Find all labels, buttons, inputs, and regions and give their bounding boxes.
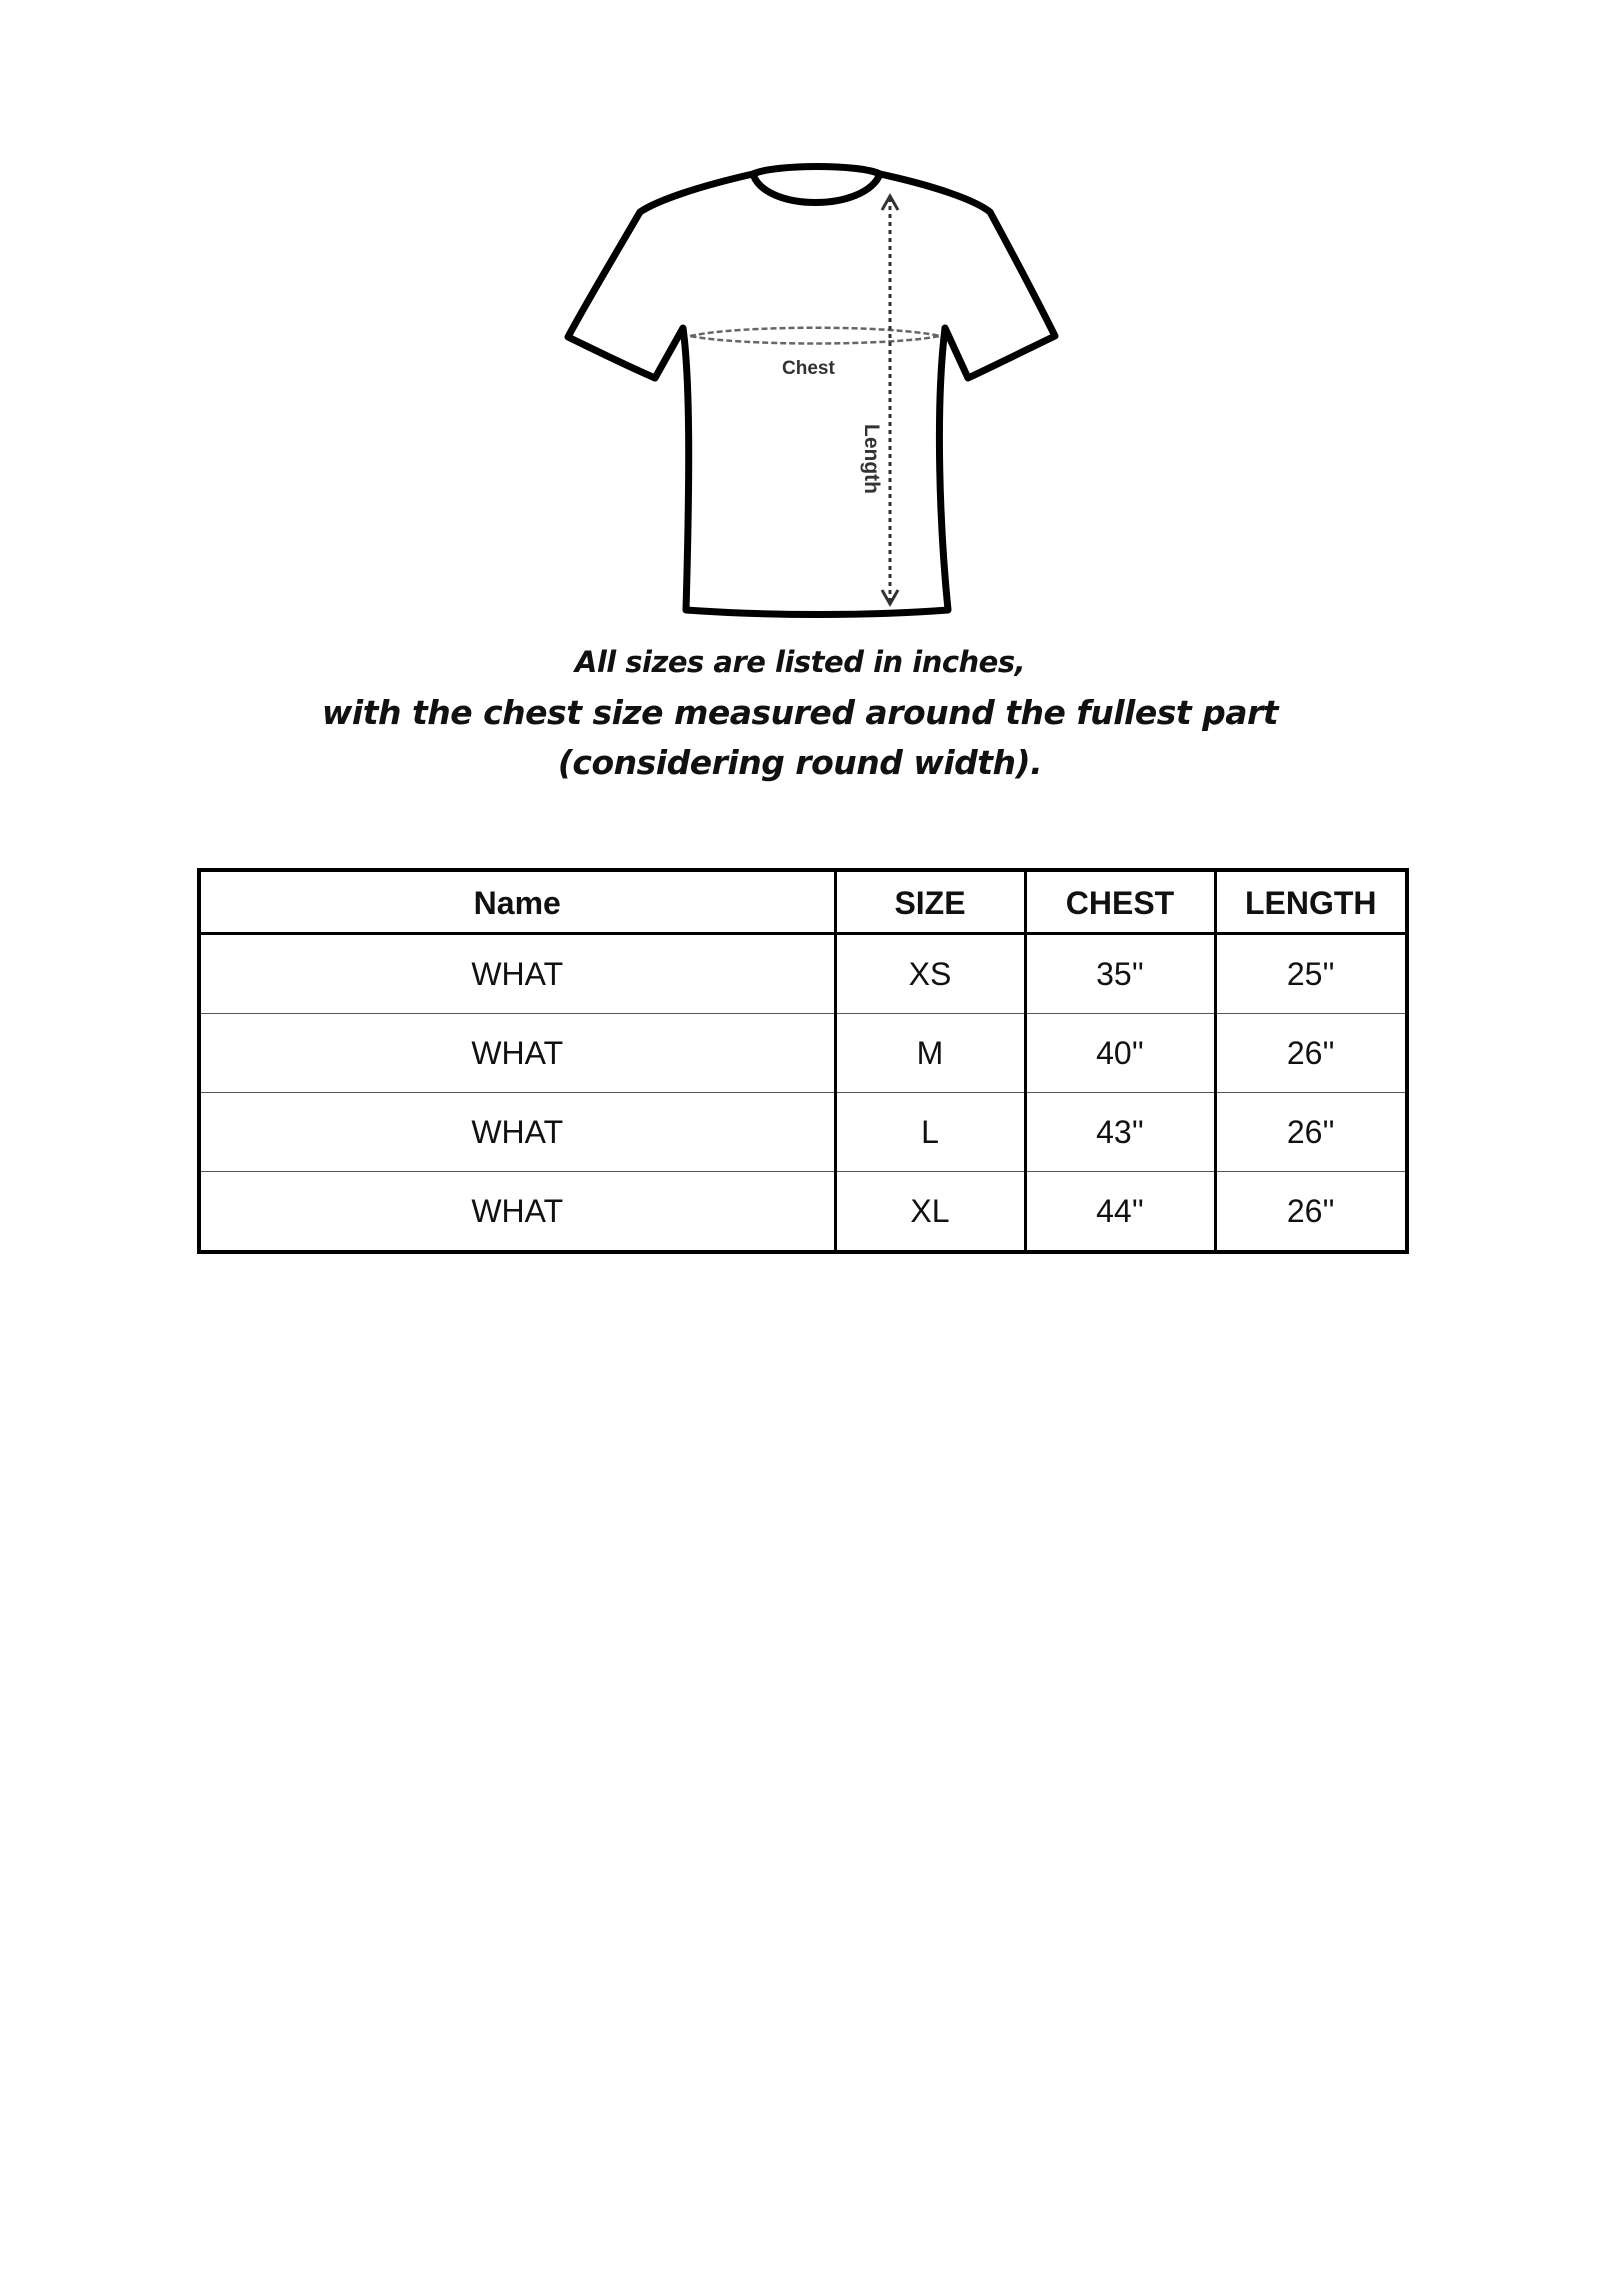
cell-name: WHAT <box>199 1014 835 1093</box>
length-label: Length <box>860 424 883 494</box>
cell-size: M <box>835 1014 1025 1093</box>
cell-length: 26'' <box>1215 1093 1407 1172</box>
table-header-row <box>199 870 1407 934</box>
caption-line-2: with the chest size measured around the fullest part <box>321 693 1279 732</box>
cell-chest: 35'' <box>1025 934 1215 1014</box>
cell-size: XL <box>835 1172 1025 1253</box>
cell-size: L <box>835 1093 1025 1172</box>
cell-name: WHAT <box>199 1172 835 1253</box>
table-row <box>199 1093 1407 1172</box>
header-name: Name <box>199 870 835 934</box>
cell-length: 26'' <box>1215 1014 1407 1093</box>
cell-chest: 44'' <box>1025 1172 1215 1253</box>
cell-chest: 40'' <box>1025 1014 1215 1093</box>
header-size: SIZE <box>835 870 1025 934</box>
cell-length: 25'' <box>1215 934 1407 1014</box>
cell-chest: 43'' <box>1025 1093 1215 1172</box>
cell-size: XS <box>835 934 1025 1014</box>
table-row <box>199 934 1407 1014</box>
tshirt-diagram <box>540 150 1080 630</box>
cell-length: 26'' <box>1215 1172 1407 1253</box>
table-row <box>199 1172 1407 1253</box>
header-length: LENGTH <box>1215 870 1407 934</box>
size-chart-table <box>197 868 1409 1254</box>
tshirt-outline <box>568 174 1055 615</box>
header-chest: CHEST <box>1025 870 1215 934</box>
cell-name: WHAT <box>199 934 835 1014</box>
cell-name: WHAT <box>199 1093 835 1172</box>
chest-label: Chest <box>782 358 835 379</box>
caption-line-1: All sizes are listed in inches, <box>574 645 1026 679</box>
table-row <box>199 1014 1407 1093</box>
caption-line-3: (considering round width). <box>557 743 1043 782</box>
